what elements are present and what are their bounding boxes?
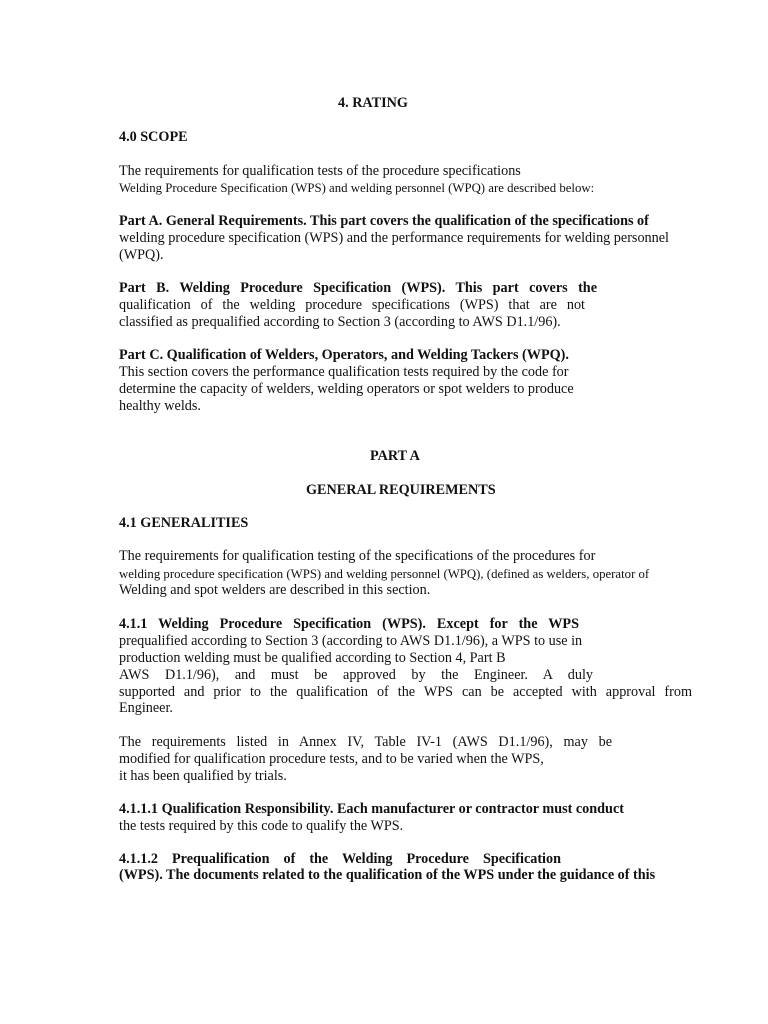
s4111-line-1: 4.1.1.1 Qualification Responsibility. Each manufacturer or contractor must conduct xyxy=(119,801,624,817)
part-a-line-2: welding procedure specification (WPS) and the performance requirements for welding personnel xyxy=(119,230,669,246)
s4112-line-1: 4.1.1.2 Prequalification of the Welding Procedure Specification xyxy=(119,851,561,867)
generalities-line-2: welding procedure specification (WPS) and welding personnel (WPQ), (defined as welders, operator of xyxy=(119,567,650,581)
chapter-title: 4. RATING xyxy=(338,95,408,111)
scope-line-1: The requirements for qualification tests of the procedure specifications xyxy=(119,163,521,179)
s411-line-2: prequalified according to Section 3 (according to AWS D1.1/96), a WPS to use in xyxy=(119,633,583,649)
scope-line-2: Welding Procedure Specification (WPS) and welding personnel (WPQ) are described below: xyxy=(119,181,595,195)
s411-line-5: supported and prior to the qualification of the WPS can be accepted with approval from xyxy=(119,684,692,700)
general-requirements-title: GENERAL REQUIREMENTS xyxy=(306,482,496,498)
part-c-line-4: healthy welds. xyxy=(119,398,201,414)
s411-line-4: AWS D1.1/96), and must be approved by the Engineer. A duly xyxy=(119,667,593,683)
part-a-line-3: (WPQ). xyxy=(119,247,164,263)
annex-line-1: The requirements listed in Annex IV, Table IV-1 (AWS D1.1/96), may be xyxy=(119,734,612,750)
s4112-line-2: (WPS). The documents related to the qualification of the WPS under the guidance of this xyxy=(119,867,656,883)
part-b-line-3: classified as prequalified according to Section 3 (according to AWS D1.1/96). xyxy=(119,314,561,330)
generalities-line-3: Welding and spot welders are described in this section. xyxy=(119,582,431,598)
part-a-line-1: Part A. General Requirements. This part covers the qualification of the specifications of xyxy=(119,213,649,229)
generalities-heading: 4.1 GENERALITIES xyxy=(119,515,249,531)
scope-heading: 4.0 SCOPE xyxy=(119,129,188,145)
generalities-line-1: The requirements for qualification testing of the specifications of the procedures for xyxy=(119,548,596,564)
s411-line-6: Engineer. xyxy=(119,700,173,716)
part-b-line-1: Part B. Welding Procedure Specification (WPS). This part covers the xyxy=(119,280,597,296)
part-c-line-3: determine the capacity of welders, welding operators or spot welders to produce xyxy=(119,381,574,397)
s4111-line-2: the tests required by this code to qualify the WPS. xyxy=(119,818,404,834)
annex-line-3: it has been qualified by trials. xyxy=(119,768,287,784)
part-a-title: PART A xyxy=(370,448,420,464)
s411-line-1: 4.1.1 Welding Procedure Specification (WPS). Except for the WPS xyxy=(119,616,579,632)
part-c-line-1: Part C. Qualification of Welders, Operators, and Welding Tackers (WPQ). xyxy=(119,347,569,363)
annex-line-2: modified for qualification procedure tests, and to be varied when the WPS, xyxy=(119,751,544,767)
s411-line-3: production welding must be qualified according to Section 4, Part B xyxy=(119,650,506,666)
part-b-line-2: qualification of the welding procedure specifications (WPS) that are not xyxy=(119,297,585,313)
part-c-line-2: This section covers the performance qualification tests required by the code for xyxy=(119,364,569,380)
